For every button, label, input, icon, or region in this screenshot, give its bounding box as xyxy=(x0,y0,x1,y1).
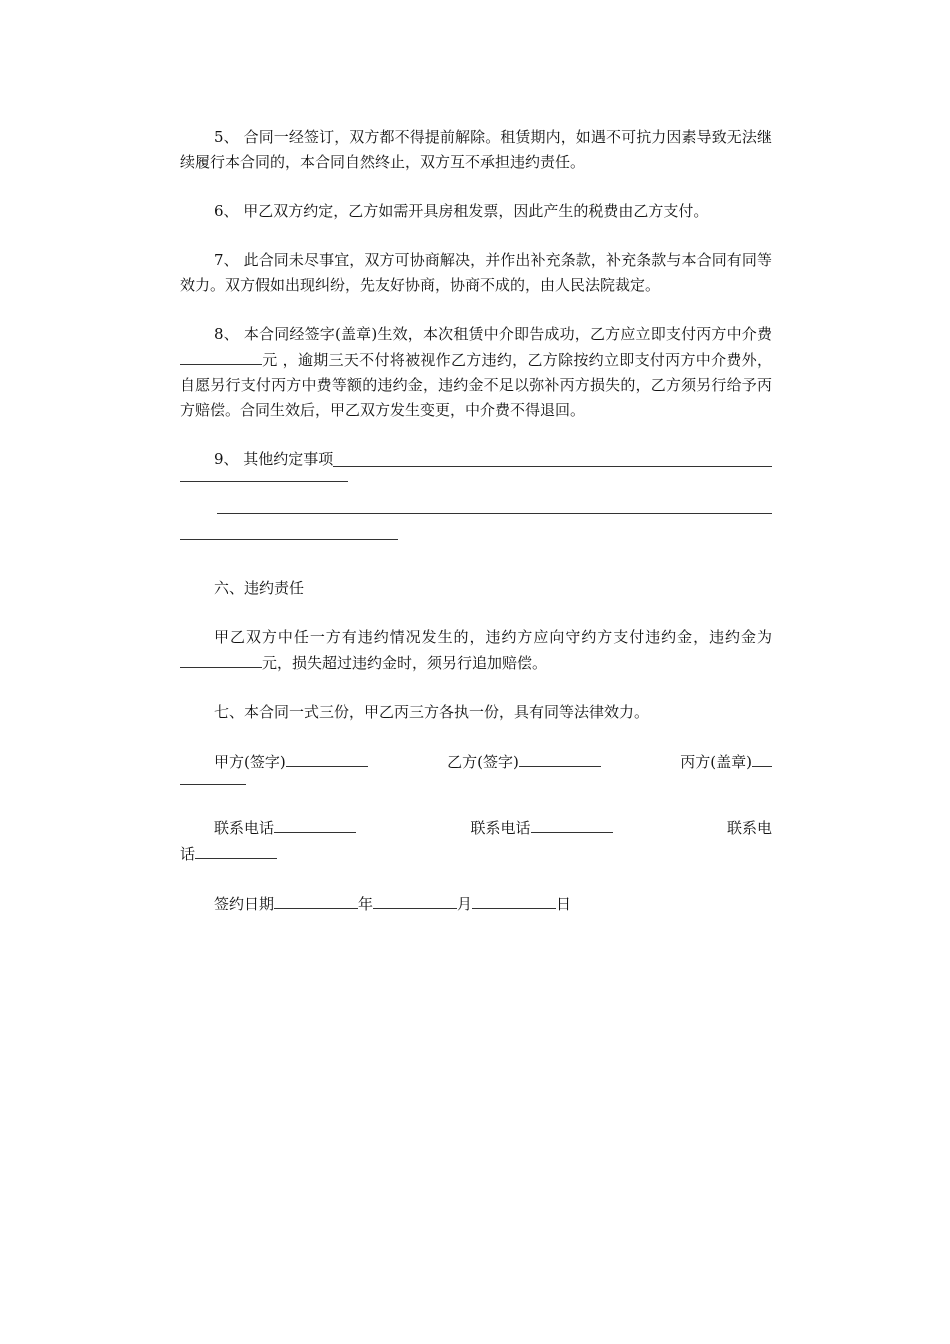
party-a-contact-label: 联系电话 xyxy=(214,819,275,837)
section-6-title: 六、违约责任 xyxy=(214,579,305,597)
clause-8-text-b: 元 ，逾期三天不付将被视作乙方违约，乙方除按约立即支付丙方中介费外，自愿另行支付丙方中费等额的违约金，违约金不足以弥补丙方损失的，乙方须另行给予丙方赔偿。合同生效后，甲乙双方发生变更，中介费不得退回。 xyxy=(180,351,772,419)
section-6-text-b: 元，损失超过违约金时，须另行追加赔偿。 xyxy=(262,654,548,672)
party-c-phone-blank[interactable] xyxy=(195,841,277,859)
party-c-contact-label-start: 联系电 xyxy=(726,819,772,837)
clause-6: 6、 甲乙双方约定，乙方如需开具房租发票，因此产生的税费由乙方支付。 xyxy=(214,202,709,220)
party-a-phone-blank[interactable] xyxy=(274,815,356,833)
contract-page xyxy=(180,125,772,917)
other-terms-blank-4[interactable] xyxy=(180,538,398,540)
month-label: 月 xyxy=(457,895,473,913)
party-b-contact-label: 联系电话 xyxy=(470,819,531,837)
party-a-contact xyxy=(214,815,356,841)
contact-block xyxy=(180,815,772,867)
clause-8 xyxy=(180,322,772,423)
party-b-contact xyxy=(470,815,612,841)
day-label: 日 xyxy=(556,895,572,913)
other-terms-blank-2[interactable] xyxy=(180,480,348,482)
other-terms-blank-3[interactable] xyxy=(217,512,772,514)
party-a-label: 甲方(签字) xyxy=(214,753,286,771)
day-blank[interactable] xyxy=(472,891,556,909)
month-blank[interactable] xyxy=(373,891,457,909)
party-a-signature-blank[interactable] xyxy=(286,749,368,767)
penalty-amount-blank[interactable] xyxy=(180,650,262,668)
section-6-text-a: 甲乙双方中任一方有违约情况发生的，违约方应向守约方支付违约金，违约金为 xyxy=(214,628,772,646)
party-c-contact xyxy=(180,841,772,867)
clause-5: 5、 合同一经签订，双方都不得提前解除。租赁期内，如遇不可抗力因素导致无法继续履行本合同的，本合同自然终止，双方互不承担违约责任。 xyxy=(180,128,772,171)
sign-date-label: 签约日期 xyxy=(214,895,275,913)
party-b-label: 乙方(签字) xyxy=(447,753,519,771)
sign-date xyxy=(180,891,772,917)
party-c-seal-blank-a[interactable] xyxy=(752,749,772,767)
party-c-seal-blank-b[interactable] xyxy=(180,783,246,785)
party-b-phone-blank[interactable] xyxy=(531,815,613,833)
other-terms-lines xyxy=(180,512,772,540)
clause-9 xyxy=(180,447,772,482)
year-label: 年 xyxy=(358,895,374,913)
party-c-contact-label-end: 话 xyxy=(180,845,196,863)
agency-fee-blank[interactable] xyxy=(180,347,262,365)
section-6-body xyxy=(180,625,772,676)
party-b-signature-blank[interactable] xyxy=(519,749,601,767)
other-terms-blank-1[interactable] xyxy=(333,449,772,467)
party-c-label: 丙方(盖章) xyxy=(680,753,752,771)
signature-block xyxy=(180,749,772,785)
year-blank[interactable] xyxy=(274,891,358,909)
clause-8-text-a: 8、 本合同经签字(盖章)生效，本次租赁中介即告成功，乙方应立即支付丙方中介费 xyxy=(214,325,772,343)
clause-7: 7、 此合同未尽事宜，双方可协商解决，并作出补充条款，补充条款与本合同有同等效力。双方假如出现纠纷，先友好协商，协商不成的，由人民法院裁定。 xyxy=(180,251,772,294)
party-a-signature xyxy=(214,749,368,775)
party-b-signature xyxy=(447,749,601,775)
section-7: 七、本合同一式三份，甲乙丙三方各执一份，具有同等法律效力。 xyxy=(214,703,650,721)
party-c-seal xyxy=(680,749,772,775)
clause-9-label: 9、 其他约定事项 xyxy=(214,450,334,468)
